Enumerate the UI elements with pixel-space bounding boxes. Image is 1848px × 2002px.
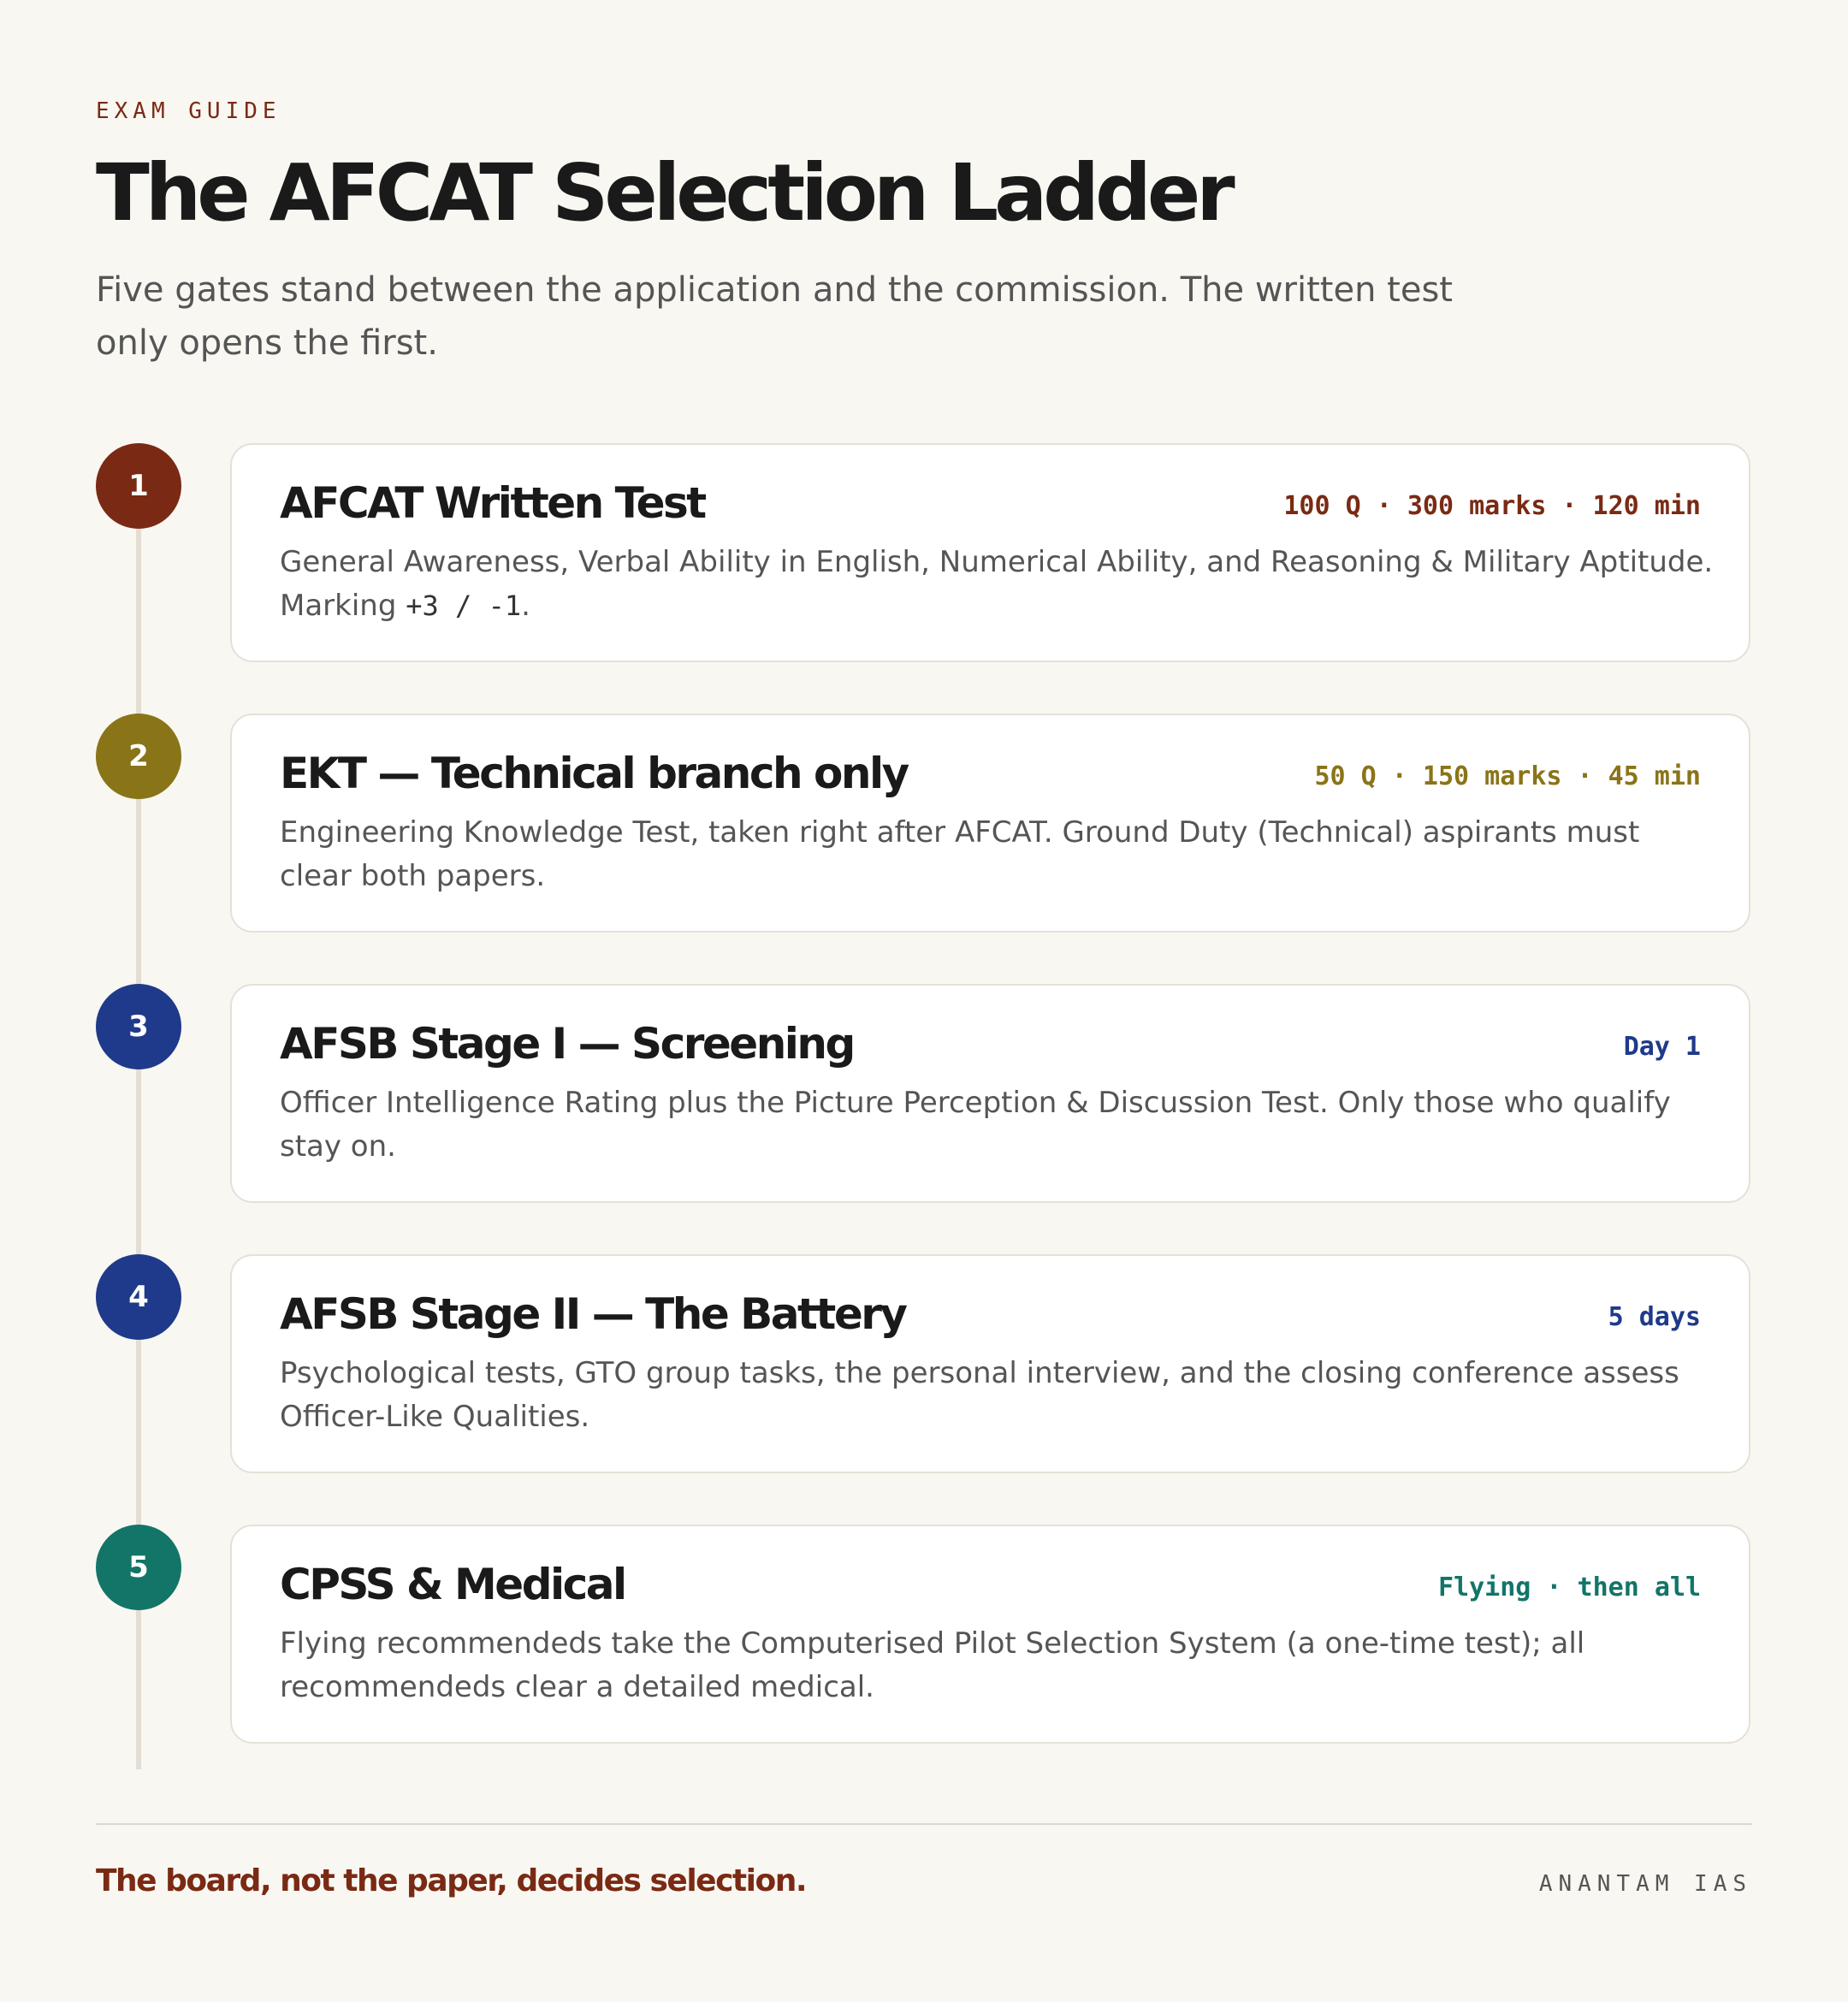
step-2 [96,714,1752,936]
step-title: EKT — Technical branch only [280,749,908,798]
step-description: Officer Intelligence Rating plus the Picture Perception & Discussion Test. Only those who qualify stay on. [280,1086,1671,1164]
step-meta: Flying · then all [1437,1573,1701,1602]
step-number-badge: 3 [96,984,181,1069]
step-title: AFSB Stage I — Screening [280,1019,854,1069]
step-meta: Day 1 [1623,1032,1701,1062]
step-description [280,541,1717,628]
step-5 [96,1525,1752,1747]
step-meta: 5 days [1608,1302,1701,1332]
brand-name: ANANTAM IAS [1538,1871,1752,1897]
step-number-badge: 5 [96,1525,181,1610]
step-number-badge: 2 [96,714,181,799]
step-number-badge: 4 [96,1254,181,1340]
footer-divider [96,1823,1752,1825]
step-card [230,984,1750,1203]
step-description-end: . [521,589,530,623]
step-4 [96,1254,1752,1477]
step-meta: 100 Q · 300 marks · 120 min [1283,491,1701,521]
step-number-badge: 1 [96,443,181,529]
step-card [230,1254,1750,1473]
step-card [230,1525,1750,1744]
step-title: CPSS & Medical [280,1560,625,1609]
step-card [230,443,1750,662]
step-title: AFCAT Written Test [280,478,705,528]
page-title: The AFCAT Selection Ladder [96,147,1231,239]
page-header [96,94,1752,1704]
step-card [230,714,1750,933]
step-description: Engineering Knowledge Test, taken right after AFCAT. Ground Duty (Technical) aspirants must clear both papers. [280,815,1640,893]
step-meta: 50 Q · 150 marks · 45 min [1314,761,1701,791]
marking-scheme: +3 / -1 [406,589,522,622]
step-3 [96,984,1752,1206]
step-description: Psychological tests, GTO group tasks, the personal interview, and the closing conference assess Officer-Like Qualities. [280,1356,1679,1434]
step-1 [96,443,1752,666]
step-description-text: General Awareness, Verbal Ability in English, Numerical Ability, and Reasoning & Military Aptitude. Marking [280,545,1714,623]
step-description: Flying recommendeds take the Computerised Pilot Selection System (a one-time test); all recommendeds clear a detailed medical. [280,1626,1585,1704]
step-title: AFSB Stage II — The Battery [280,1289,906,1339]
footer-tagline: The board, not the paper, decides selection. [96,1863,807,1898]
eyebrow-label: EXAM GUIDE [96,98,281,124]
page-subtitle: Five gates stand between the application and the commission. The written test only opens the first. [96,270,1453,363]
